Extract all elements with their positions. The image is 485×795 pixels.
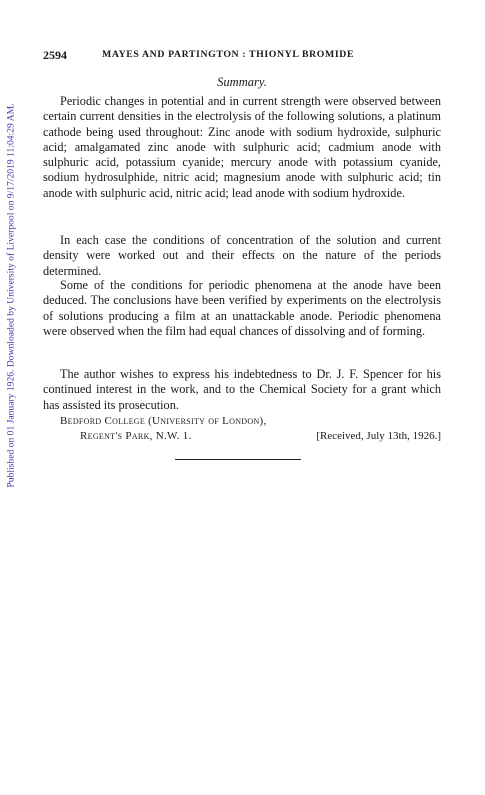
publication-sidebar-note [4, 70, 18, 520]
address-line-2: Regent's Park, N.W. 1. [80, 430, 192, 442]
summary-heading: Summary. [217, 75, 267, 89]
received-date: [Received, July 13th, 1926.] [316, 430, 441, 442]
address-line-1: Bedford College (University of London), [60, 415, 267, 427]
summary-paragraph-2: In each case the conditions of concentration of the solution and current density were worked out and their effects on the nature of the periods determined. [43, 233, 441, 278]
download-notice: Published on 01 January 1926. Downloaded by University of Liverpool on 9/17/2019 11:04:29 AM. [5, 102, 17, 488]
end-rule [175, 459, 301, 460]
acknowledgement-paragraph: The author wishes to express his indebtedness to Dr. J. F. Spencer for his continued interest in the work, and to the Chemical Society for a grant which has assisted its prosecution. [43, 367, 441, 412]
summary-paragraph-1: Periodic changes in potential and in current strength were observed between certain current densities in the electrolysis of the following solutions, a platinum cathode being used throughout: Zinc anode with sodium hydroxide, sulphuric acid; amalgamated zinc anode with sulphuric acid; cadmium anode with sulphuric acid, potassium cyanide; mercury anode with potassium cyanide, sodium hydrosulphide, nitric acid; magnesium anode with sulphuric acid; tin anode with sulphuric acid, nitric acid; lead anode with sodium hydroxide. [43, 94, 441, 200]
running-title: MAYES AND PARTINGTON : THIONYL BROMIDE [102, 49, 355, 60]
page-header [43, 48, 441, 64]
page-number: 2594 [43, 48, 67, 62]
summary-paragraph-3: Some of the conditions for periodic phenomena at the anode have been deduced. The conclusions have been verified by experiments on the electrolysis of solutions producing a film at an unattackable anode. Periodic phenomena were observed when the film had equal chances of dissolving and of forming. [43, 278, 441, 338]
